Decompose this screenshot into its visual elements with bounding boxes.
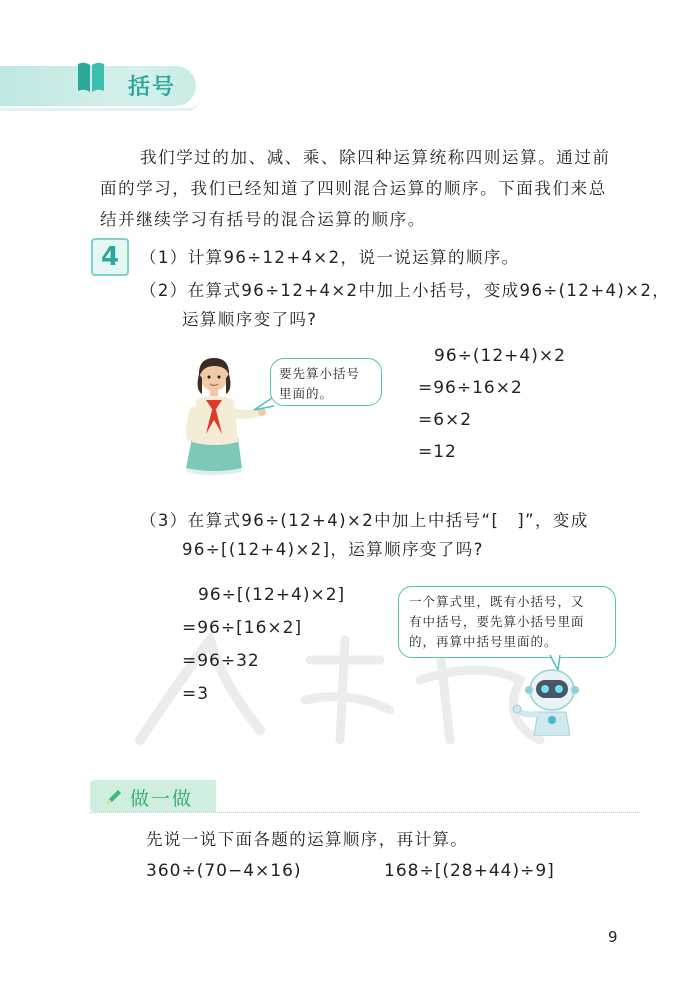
pencil-icon (104, 787, 124, 807)
intro-line-2: 面的学习，我们已经知道了四则混合运算的顺序。下面我们来总 (100, 179, 607, 198)
calc1-line-3: =6×2 (418, 410, 473, 430)
bubble-robot-line-3: 的，再算中括号里面的。 (409, 634, 558, 649)
question-part-3-line-1: （3）在算式96÷(12+4)×2中加上中括号“[ ]”，变成 (140, 511, 589, 530)
exercise-2: 168÷[(28+44)÷9] (384, 861, 555, 881)
intro-paragraph (100, 142, 640, 235)
calc1-line-1: 96÷(12+4)×2 (434, 346, 566, 366)
intro-line-1: 我们学过的加、减、乘、除四种运算统称四则运算。通过前 (140, 148, 611, 167)
question-part-2-line-1: （2）在算式96÷12+4×2中加上小括号，变成96÷(12+4)×2， (140, 281, 671, 300)
section-banner (0, 60, 200, 108)
calc2-line-3: =96÷32 (182, 651, 260, 671)
question-part-2-line-2: 运算顺序变了吗? (182, 310, 318, 329)
bubble-girl-tail (252, 396, 276, 414)
calc1-line-4: =12 (418, 442, 457, 462)
robot-illustration (512, 664, 592, 736)
calc1-line-2: =96÷16×2 (418, 378, 523, 398)
calc2-line-4: =3 (182, 684, 210, 704)
try-it-instruction: 先说一说下面各题的运算顺序，再计算。 (146, 830, 469, 849)
bubble-girl-line-1: 要先算小括号 (279, 366, 361, 381)
page-number: 9 (608, 928, 618, 946)
speech-bubble-robot (398, 586, 616, 658)
speech-bubble-girl (270, 358, 382, 406)
question-number-badge: 4 (91, 238, 129, 276)
try-it-label: 做一做 (130, 788, 194, 810)
bubble-robot-line-1: 一个算式里，既有小括号，又 (409, 594, 585, 609)
calc2-line-1: 96÷[(12+4)×2] (198, 585, 346, 605)
intro-line-3: 结并继续学习有括号的混合运算的顺序。 (100, 210, 426, 229)
bubble-robot-line-2: 有中括号，要先算小括号里面 (409, 614, 585, 629)
question-part-3-line-2: 96÷[(12+4)×2]，运算顺序变了吗? (182, 540, 484, 559)
bubble-girl-line-2: 里面的。 (279, 386, 334, 401)
try-it-divider (90, 812, 640, 813)
book-icon (76, 60, 106, 94)
exercise-1: 360÷(70−4×16) (146, 861, 302, 881)
section-title: 括号 (128, 75, 177, 100)
calc2-line-2: =96÷[16×2] (182, 618, 303, 638)
question-part-1: （1）计算96÷12+4×2，说一说运算的顺序。 (140, 248, 520, 267)
